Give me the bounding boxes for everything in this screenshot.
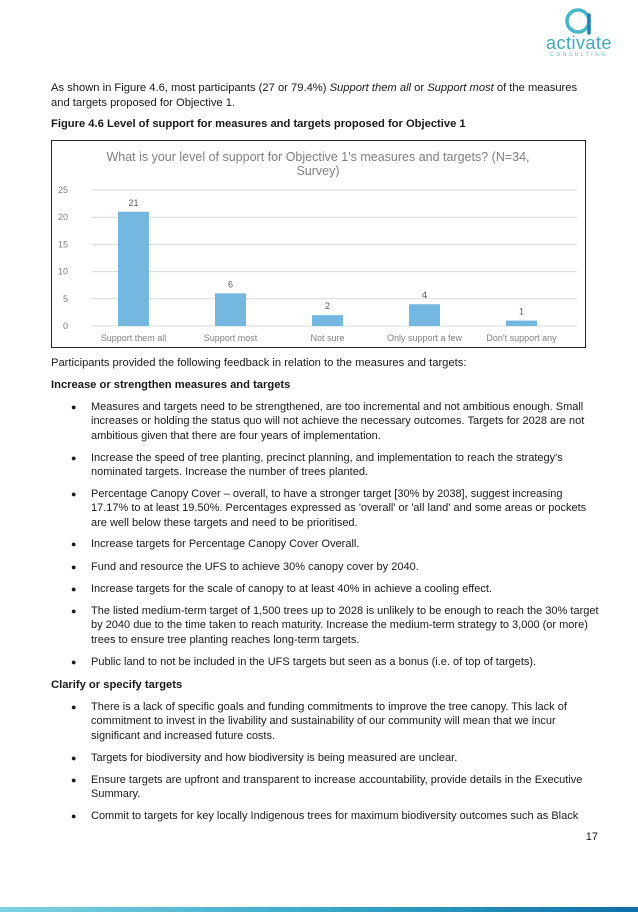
intro-emphasis-2: Support most <box>427 82 494 94</box>
chart-bar <box>506 321 537 326</box>
chart-bar <box>312 315 343 326</box>
list-item-text: The listed medium-term target of 1,500 trees up to 2028 is unlikely to be enough to reach the 30% target by 2040 due to the time taken to reach maturity. Increase the medium-term strategy to 3,000 (or more) trees to ensure tree planting reaches long-term targets. <box>91 605 599 646</box>
list-item-text: Fund and resource the UFS to achieve 30% canopy cover by 2040. <box>91 561 419 573</box>
chart-x-tick-label: Not sure <box>310 333 345 343</box>
figure-caption: Figure 4.6 Level of support for measures and targets proposed for Objective 1 <box>51 118 466 130</box>
chart-data-label: 1 <box>518 306 525 317</box>
list-item-text: Ensure targets are upfront and transparent to increase accountability, provide details in the Executive Summary. <box>91 774 583 801</box>
bullet-icon: ● <box>71 811 77 821</box>
chart-y-ticks <box>58 185 68 331</box>
chart-y-tick-label: 10 <box>57 266 68 277</box>
chart-y-tick-label: 5 <box>62 293 68 304</box>
section-heading-clarify: Clarify or specify targets <box>51 679 183 691</box>
chart-data-label: 4 <box>421 290 428 301</box>
chart-x-tick-label: Only support a few <box>386 333 463 343</box>
chart-data-label: 2 <box>324 301 331 312</box>
bullet-icon: ● <box>71 584 77 594</box>
bullet-icon: ● <box>71 753 77 763</box>
chart-data-label: 6 <box>227 279 234 290</box>
intro-text-1: As shown in Figure 4.6, most participants (27 or 79.4%) <box>51 82 330 94</box>
page-number: 17 <box>585 831 598 843</box>
bullet-icon: ● <box>71 539 77 549</box>
list-item-text: Increase the speed of tree planting, precinct planning, and implementation to reach the strategy's nominated targets. Increase the number of trees planted. <box>91 452 563 479</box>
intro-text-2: or <box>411 82 428 94</box>
chart-bar <box>409 304 440 326</box>
list-item-text: Measures and targets need to be strengthened, are too incremental and not ambitious enough. Small increases or holding the status quo will not achieve the necessary outcomes. Targets for 2028 are not ambitious given that there are four years of implementation. <box>91 401 585 442</box>
chart-x-tick-label: Support most <box>203 333 258 343</box>
chart-title-line-2: Survey) <box>296 164 340 178</box>
chart-x-ticks <box>101 333 557 343</box>
footer-gradient-bar <box>0 907 638 912</box>
chart-x-tick-label: Don't support any <box>486 333 557 343</box>
logo-mark-icon <box>564 6 594 36</box>
list-item-text: Increase targets for the scale of canopy to at least 40% in achieve a cooling effect. <box>91 583 492 595</box>
support-level-chart <box>51 140 586 348</box>
chart-bar <box>215 293 246 326</box>
list-item-text: Increase targets for Percentage Canopy Cover Overall. <box>91 538 360 550</box>
bullet-icon: ● <box>71 562 77 572</box>
bullet-icon: ● <box>71 775 77 785</box>
feedback-lead-text: Participants provided the following feedback in relation to the measures and targets: <box>51 357 467 369</box>
list-item-text: Commit to targets for key locally Indigenous trees for maximum biodiversity outcomes such as Black <box>91 810 579 822</box>
chart-y-tick-label: 25 <box>57 185 68 195</box>
chart-gridlines <box>92 190 577 326</box>
chart-bar <box>118 212 149 326</box>
intro-paragraph <box>51 81 591 111</box>
chart-x-tick-label: Support them all <box>100 333 167 343</box>
bullet-icon: ● <box>71 453 77 463</box>
bullet-icon: ● <box>71 657 77 667</box>
intro-text-3: of the measures and targets proposed for Objective 1. <box>51 82 578 109</box>
list-item-text: There is a lack of specific goals and funding commitments to improve the tree canopy. This lack of commitment to invest in the livability and sustainability of our community will mean that we incur significant and increased future costs. <box>91 701 567 742</box>
chart-y-tick-label: 15 <box>57 239 68 250</box>
section-heading-increase: Increase or strengthen measures and targets <box>51 379 291 391</box>
activate-consulting-logo <box>539 6 619 56</box>
list-item-text: Public land to not be included in the UFS targets but seen as a bonus (i.e. of top of targets). <box>91 656 537 668</box>
chart-y-tick-label: 20 <box>57 212 68 223</box>
intro-emphasis-1: Support them all <box>329 82 412 94</box>
bullet-icon: ● <box>71 402 77 412</box>
bullet-icon: ● <box>71 702 77 712</box>
bullet-icon: ● <box>71 489 77 499</box>
bullet-icon: ● <box>71 606 77 616</box>
chart-data-label: 21 <box>128 197 139 208</box>
logo-subtitle: CONSULTING <box>550 52 608 58</box>
chart-svg <box>52 141 585 347</box>
chart-title-line-1: What is your level of support for Objective 1's measures and targets? (N=34, <box>106 150 530 164</box>
logo-word: activate <box>545 33 613 53</box>
list-item-text: Percentage Canopy Cover – overall, to have a stronger target [30% by 2038], suggest increasing 17.17% to at least 19.50%. Percentages expressed as 'overall' or 'all land' and some areas or pockets are well below these targets and need to be prioritised. <box>91 488 587 529</box>
list-item-text: Targets for biodiversity and how biodiversity is being measured are unclear. <box>91 752 458 764</box>
chart-y-tick-label: 0 <box>62 321 68 331</box>
